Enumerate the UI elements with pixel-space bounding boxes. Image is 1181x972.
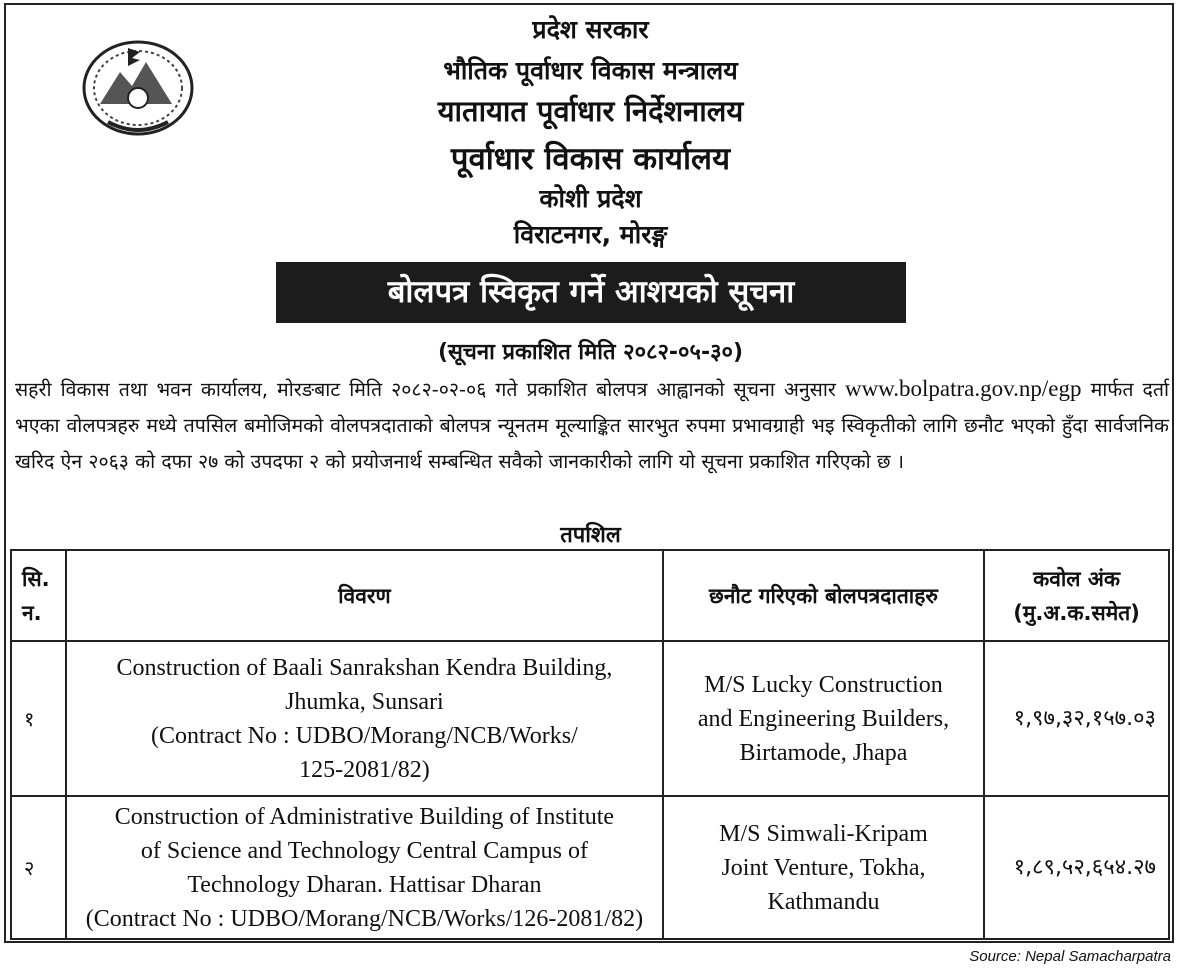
col-header-bidder: छनौट गरिएको बोलपत्रदाताहरु: [663, 550, 984, 641]
row-bidder: M/S Simwali-Kripam Joint Venture, Tokha, Kathmandu: [663, 796, 984, 939]
row-description: Construction of Administrative Building of Institute of Science and Technology Central Campus of Technology Dharan. Hattisar Dharan (Contract No : UDBO/Morang/NCB/Works/126-2081/82): [66, 796, 663, 939]
notice-body: [15, 371, 1169, 480]
table-header-row: [11, 550, 1169, 641]
row-sn: २: [11, 796, 66, 939]
row-description: Construction of Baali Sanrakshan Kendra Building, Jhumka, Sunsari (Contract No : UDBO/Morang/NCB/Works/ 125-2081/82): [66, 641, 663, 796]
header-office: पूर्वाधार विकास कार्यालय: [450, 141, 731, 177]
col-header-amount: कवोल अंक (मु.अ.क.समेत): [984, 550, 1169, 641]
tender-table: [10, 549, 1170, 940]
row-amount: १,८९,५२,६५४.२७: [984, 796, 1169, 939]
col-header-description: विवरण: [66, 550, 663, 641]
header-directorate: यातायात पूर्वाधार निर्देशनालय: [437, 94, 744, 128]
row-bidder: M/S Lucky Construction and Engineering Builders, Birtamode, Jhapa: [663, 641, 984, 796]
row-amount: १,९७,३२,१५७.०३: [984, 641, 1169, 796]
notice-body-part-b: मार्फत दर्ता भएका वोलपत्रहरु मध्ये तपसिल बमोजिमको वोलपत्रदाताको बोलपत्र न्यूनतम मूल्याङ्कित सारभुत रुपमा प्रभावग्राही भइ स्विकृतीको लागि छनौट भएको हुँदा सार्वजनिक खरिद ऐन २०६३ को दफा २७ को उपदफा २ को प्रयोजनार्थ सम्बन्धित सवैको जानकारीको लागि यो सूचना प्रकाशित गरिएको छ ।: [15, 378, 1170, 473]
notice-title-banner: बोलपत्र स्विकृत गर्ने आशयको सूचना: [276, 262, 906, 323]
table-row: [11, 641, 1169, 796]
notice-body-part-a: सहरी विकास तथा भवन कार्यालय, मोरङबाट मिति २०८२-०२-०६ गते प्रकाशित बोलपत्र आह्वानको सूचना अनुसार: [15, 378, 845, 401]
col-header-sn: सि. न.: [11, 550, 66, 641]
source-credit: Source: Nepal Samacharpatra: [969, 948, 1171, 965]
bolpatra-url: www.bolpatra.gov.np/egp: [844, 376, 1082, 401]
table-row: [11, 796, 1169, 939]
schedule-label: तपशिल: [560, 523, 621, 548]
published-date: (सूचना प्रकाशित मिति २०८२-०५-३०): [437, 340, 744, 365]
header-ministry: भौतिक पूर्वाधार विकास मन्त्रालय: [443, 56, 738, 85]
header-province: कोशी प्रदेश: [539, 184, 642, 213]
header-province-government: प्रदेश सरकार: [532, 15, 649, 44]
row-sn: १: [11, 641, 66, 796]
header-location: विराटनगर, मोरङ्ग: [513, 220, 668, 249]
